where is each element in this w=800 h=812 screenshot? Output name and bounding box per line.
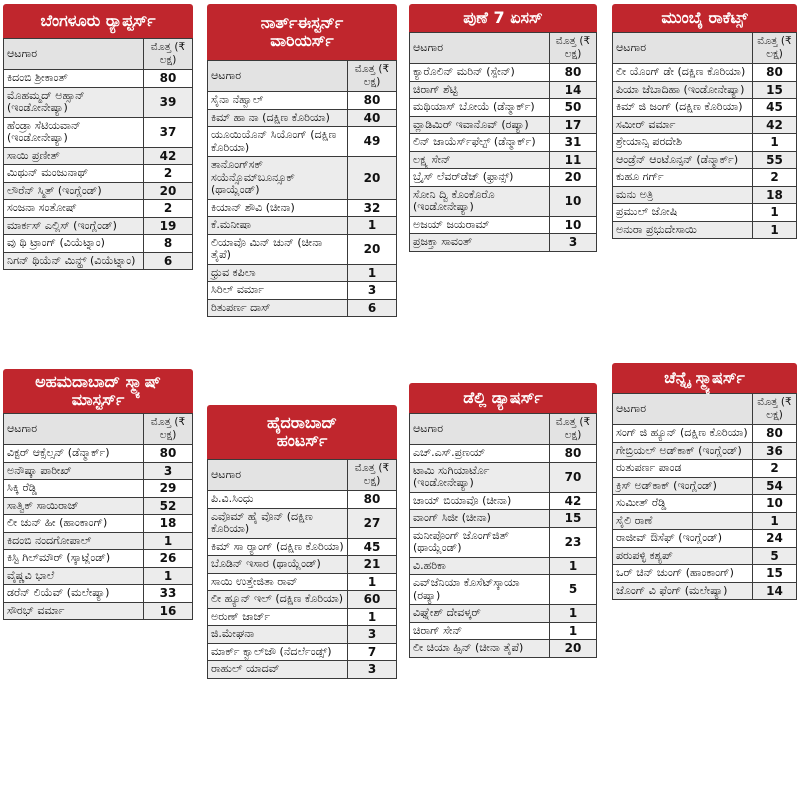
table-row [410,186,597,216]
player-name: ಜೊಂಗ್ ವಿ ಫೆಂಗ್ (ಮಲೇಷ್ಯಾ) [613,582,753,600]
player-amount: 3 [348,626,397,644]
team-title: ಬೆಂಗಳೂರು ರ್‍ಯಾಪ್ಟರ್ಸ್ [3,4,193,38]
player-amount: 20 [348,157,397,200]
player-amount: 80 [753,64,797,82]
player-amount: 5 [550,575,597,605]
player-name: ಲಿಯಾವೊ ಮಿನ್ ಚುನ್ (ಚೀನಾ ತೈಪೆ) [208,234,348,264]
player-name: ಕಿದಂಬಿ ಶ್ರೀಕಾಂತ್ [4,70,144,88]
table-row [4,585,193,603]
player-amount: 26 [144,550,193,568]
table-row [208,217,397,235]
player-name: ರಿತುಪರ್ಣ ದಾಸ್ [208,299,348,317]
player-name: ಎವ್‌ಜೆನಿಯಾ ಕೊಸೆಟ್‌ಸ್ಕಾಯಾ (ರಷ್ಯಾ) [410,575,550,605]
player-column-header: ಆಟಗಾರ [4,39,144,70]
player-name: ರಾಹುಲ್ ಯಾದವ್ [208,661,348,679]
amount-column-header: ಮೊತ್ತ (₹ ಲಕ್ಷ) [348,61,397,92]
player-name: ವ್ಲಾಡಿಮಿರ್ ಇವಾನೊವ್ (ರಷ್ಯಾ) [410,116,550,134]
player-amount: 15 [753,565,797,583]
player-name: ಪಿ.ವಿ.ಸಿಂಧು [208,491,348,509]
player-name: ಕೆ.ಮನೀಷಾ [208,217,348,235]
player-amount: 1 [348,217,397,235]
team-title: ಡೆಲ್ಲಿ ಡ್ಯಾಷರ್ಸ್‌ [409,383,597,413]
table-row [613,547,797,565]
player-name: ರಾಜೀವ್ ಔಸೆಫ್ (ಇಂಗ್ಲೆಂಡ್) [613,530,753,548]
player-name: ಸೋನಿ ದ್ವಿ ಕೊಂಕೊರೊ (ಇಂಡೋನೇಷ್ಯಾ) [410,186,550,216]
player-amount: 19 [144,217,193,235]
player-name: ತಾನೊಂಗ್‌ಸಕ್ ಸಯೆನ್ಸೊಮ್‌ಬೂನ್ಸೂಕ್ (ಥಾಯ್ಲೆಂಡ್) [208,157,348,200]
player-name: ಕಿಮ್ ಜಿ ಜಂಗ್ (ದಕ್ಷಿಣ ಕೊರಿಯಾ) [613,99,753,117]
player-name: ಜಿ.ಮೇಘನಾ [208,626,348,644]
player-amount: 32 [348,199,397,217]
player-amount: 29 [144,480,193,498]
table-row [613,99,797,117]
player-amount: 49 [348,127,397,157]
player-table [612,32,797,239]
player-amount: 3 [144,462,193,480]
player-amount: 42 [753,116,797,134]
table-row [410,81,597,99]
player-column-header: ಆಟಗಾರ [208,61,348,92]
table-row [613,116,797,134]
table-row [410,234,597,252]
player-amount: 70 [550,462,597,492]
team-card-northeastern [207,4,397,317]
player-name: ಕಿಮ್ ಹಾ ನಾ (ದಕ್ಷಿಣ ಕೊರಿಯಾ) [208,109,348,127]
table-row [208,556,397,574]
player-amount: 42 [550,492,597,510]
table-header [4,39,193,70]
table-row [410,99,597,117]
team-title: ಚೆನ್ನೈ ಸ್ಮ್ಯಾಷರ್ಸ್‌ [612,363,797,393]
player-amount: 2 [753,169,797,187]
table-row [613,512,797,530]
table-row [4,480,193,498]
table-row [613,477,797,495]
amount-column-header: ಮೊತ್ತ (₹ ಲಕ್ಷ) [550,33,597,64]
player-name: ಗೇಬ್ರಿಯಲ್ ಅಡ್‌ಕಾಕ್ (ಇಂಗ್ಲೆಂಡ್) [613,442,753,460]
player-amount: 55 [753,151,797,169]
player-name: ಕಿಸ್ಟಿ ಗಿಲ್‌ಮೌರ್ (ಸ್ಕಾಟ್ಲೆಂಡ್) [4,550,144,568]
table-row [613,81,797,99]
team-card-pune [409,4,597,252]
player-amount: 1 [753,134,797,152]
player-table [207,60,397,317]
table-header [4,414,193,445]
player-amount: 5 [753,547,797,565]
amount-column-header: ಮೊತ್ತ (₹ ಲಕ್ಷ) [753,33,797,64]
table-row [613,186,797,204]
player-amount: 16 [144,602,193,620]
player-name: ಪರುಪಳ್ಳಿ ಕಶ್ಯಪ್ [613,547,753,565]
player-amount: 24 [753,530,797,548]
table-header [613,394,797,425]
player-name: ಅನೌಷ್ಕಾ ಪಾರೀಖ್ [4,462,144,480]
player-amount: 1 [550,605,597,623]
player-name: ಮಾರ್ಕ್ ಕ್ವಾಲ್‌ಜೌ (ನೆದರ್ಲೆಂಡ್ಸ್) [208,643,348,661]
player-name: ಮೊಹಮ್ಮದ್‌ ಅಹ್ಸಾನ್ (ಇಂಡೋನೇಷ್ಯಾ) [4,87,144,117]
player-amount: 20 [348,234,397,264]
table-row [4,567,193,585]
table-row [4,200,193,218]
player-amount: 80 [144,70,193,88]
table-row [613,442,797,460]
player-amount: 3 [550,234,597,252]
player-amount: 18 [144,515,193,533]
table-row [613,530,797,548]
player-name: ಕುಹೂ ಗರ್ಗ್ [613,169,753,187]
table-header [208,460,397,491]
player-amount: 6 [144,252,193,270]
player-name: ಸಂಜನಾ ಸಂತೋಷ್‌ [4,200,144,218]
player-name: ಸಾಯಿ ಪ್ರಣೀತ್‌ [4,147,144,165]
player-column-header: ಆಟಗಾರ [613,33,753,64]
player-column-header: ಆಟಗಾರ [613,394,753,425]
table-row [410,445,597,463]
player-amount: 20 [550,169,597,187]
player-amount: 17 [550,116,597,134]
player-amount: 80 [144,445,193,463]
table-row [613,582,797,600]
table-row [208,109,397,127]
player-name: ಶ್ರೇಯಾನ್ಸಿ ಪರದೇಶಿ [613,134,753,152]
table-row [4,87,193,117]
table-row [613,204,797,222]
amount-column-header: ಮೊತ್ತ (₹ ಲಕ್ಷ) [144,414,193,445]
player-table [612,393,797,600]
player-amount: 15 [753,81,797,99]
player-name: ಚಾಯ್ ಬಿಯಾವೊ (ಚೀನಾ) [410,492,550,510]
player-name: ಮಥಿಯಾಸ್ ಬೋಯೆ (ಡೆನ್ಮಾರ್ಕ್) [410,99,550,117]
player-name: ವು ಥಿ ಟ್ರಾಂಗ್ (ವಿಯೆಟ್ನಾಂ) [4,235,144,253]
table-row [410,492,597,510]
player-name: ನಿಗನ್ ಥಿಯೆನ್ ಮಿನ್ಹ್ (ವಿಯೆಟ್ನಾಂ) [4,252,144,270]
player-amount: 23 [550,527,597,557]
table-row [410,134,597,152]
player-name: ಸಾತ್ವಿಕ್ ಸಾಯಿರಾಜ್ [4,497,144,515]
player-amount: 20 [550,640,597,658]
table-row [613,134,797,152]
player-name: ವಿ.ಹರಿಕಾ [410,557,550,575]
player-amount: 11 [550,151,597,169]
player-name: ಸಂಗ್ ಜಿ ಹ್ಯೂನ್ (ದಕ್ಷಿಣ ಕೊರಿಯಾ) [613,425,753,443]
player-amount: 7 [348,643,397,661]
player-amount: 1 [348,264,397,282]
table-row [4,462,193,480]
player-amount: 21 [348,556,397,574]
table-row [4,117,193,147]
player-table [3,413,193,620]
player-table [409,413,597,658]
table-row [208,234,397,264]
player-amount: 18 [753,186,797,204]
player-amount: 45 [348,538,397,556]
player-amount: 54 [753,477,797,495]
player-name: ಲೌರೆನ್ ಸ್ಮಿತ್ (ಇಂಗ್ಲೆಂಡ್) [4,182,144,200]
player-column-header: ಆಟಗಾರ [4,414,144,445]
table-row [208,591,397,609]
table-row [4,235,193,253]
player-name: ಕ್ಯಾರೊಲಿನ್ ಮರಿನ್ (ಸ್ಪೇನ್) [410,64,550,82]
player-name: ಡರೆನ್ ಲಿಯೆವ್ (ಮಲೇಷ್ಯಾ) [4,585,144,603]
table-row [208,92,397,110]
table-row [208,626,397,644]
player-amount: 14 [753,582,797,600]
player-name: ಸಮೀರ್ ವರ್ಮಾ [613,116,753,134]
table-row [4,550,193,568]
player-amount: 6 [348,299,397,317]
table-row [410,605,597,623]
team-title: ಮುಂಬೈ ರಾಕೆಟ್ಸ್‌ [612,4,797,32]
table-row [208,264,397,282]
player-name: ಕಿಯಾನ್ ಶೌವಿ (ಚೀನಾ) [208,199,348,217]
player-amount: 1 [144,532,193,550]
table-row [208,491,397,509]
player-name: ಎವೊಮ್ ಹೈ ವೊನ್ (ದಕ್ಷಿಣ ಕೊರಿಯಾ) [208,508,348,538]
player-amount: 80 [348,92,397,110]
player-name: ಕಿಮ್ ಸಾ ರ್‍ಯಾಂಗ್ (ದಕ್ಷಿಣ ಕೊರಿಯಾ) [208,538,348,556]
table-row [410,622,597,640]
player-amount: 80 [348,491,397,509]
table-row [410,151,597,169]
table-row [613,460,797,478]
amount-column-header: ಮೊತ್ತ (₹ ಲಕ್ಷ) [144,39,193,70]
player-name: ಹೆಂಡ್ರಾ ಸೆಟಿಯವಾನ್ (ಇಂಡೋನೇಷ್ಯಾ) [4,117,144,147]
table-header [410,414,597,445]
player-name: ಲೀ ಚಿಯಾ ಹ್ಸಿನ್ (ಚೀನಾ ತೈಪೆ) [410,640,550,658]
table-row [4,252,193,270]
amount-column-header: ಮೊತ್ತ (₹ ಲಕ್ಷ) [753,394,797,425]
player-amount: 39 [144,87,193,117]
player-amount: 27 [348,508,397,538]
table-row [410,116,597,134]
player-name: ಅನುರಾ ಪ್ರಭುದೇಸಾಯಿ [613,221,753,239]
player-amount: 2 [144,200,193,218]
player-table [207,459,397,679]
amount-column-header: ಮೊತ್ತ (₹ ಲಕ್ಷ) [550,414,597,445]
player-table [409,32,597,252]
table-row [208,508,397,538]
player-name: ಸುಮೀತ್ ರೆಡ್ಡಿ [613,495,753,513]
team-card-bengaluru [3,4,193,270]
player-amount: 10 [550,186,597,216]
table-row [208,282,397,300]
table-row [208,199,397,217]
player-amount: 52 [144,497,193,515]
player-amount: 2 [753,460,797,478]
player-amount: 14 [550,81,597,99]
player-amount: 1 [144,567,193,585]
player-name: ಸೈನಾ ನೆಹ್ವಾಲ್ [208,92,348,110]
player-amount: 40 [348,109,397,127]
player-amount: 1 [348,608,397,626]
team-title: ಪುಣೆ 7 ಏಸಸ್ [409,4,597,32]
table-header [613,33,797,64]
player-name: ಪಿಯಾ ಜೆಬಾದಿಹಾ (ಇಂಡೋನೇಷ್ಯಾ) [613,81,753,99]
team-card-ahmedabad [3,369,193,620]
player-name: ಪ್ರಜಕ್ತಾ ಸಾವಂತ್‌ [410,234,550,252]
player-name: ಬ್ರೈಸ್ ಲೆವರ್‌ಡೆಜ್ (ಫ್ರಾನ್ಸ್) [410,169,550,187]
table-row [208,157,397,200]
player-amount: 42 [144,147,193,165]
team-card-hyderabad [207,405,397,679]
player-column-header: ಆಟಗಾರ [410,33,550,64]
player-name: ಮನು ಅತ್ರಿ [613,186,753,204]
player-name: ಚಿರಾಗ್ ಸೇನ್ [410,622,550,640]
table-row [613,425,797,443]
player-name: ಅಜಯ್ ಜಯರಾಮ್ [410,216,550,234]
player-name: ಸಿಕ್ಕಿ ರೆಡ್ಡಿ [4,480,144,498]
player-amount: 33 [144,585,193,603]
table-row [613,565,797,583]
table-header [410,33,597,64]
table-row [208,573,397,591]
table-row [410,640,597,658]
table-row [410,462,597,492]
table-row [410,510,597,528]
player-amount: 80 [550,64,597,82]
player-column-header: ಆಟಗಾರ [208,460,348,491]
table-row [613,495,797,513]
team-title: ಅಹಮದಾಬಾದ್ ಸ್ಮ್ಯಾಷ್ ಮಾಸ್ಟರ್ಸ್ [3,369,193,413]
table-header [208,61,397,92]
table-row [208,608,397,626]
player-column-header: ಆಟಗಾರ [410,414,550,445]
table-row [410,527,597,557]
table-row [410,557,597,575]
player-name: ವಿಕ್ಟರ್ ಆಕ್ಸೆಲ್ಸನ್ (ಡೆನ್ಮಾರ್ಕ್) [4,445,144,463]
player-name: ಸೌರಭ್ ವರ್ಮಾ [4,602,144,620]
player-amount: 15 [550,510,597,528]
team-title: ನಾರ್ತ್‌ಈಸ್ಟರ್ನ್ ವಾರಿಯರ್ಸ್ [207,4,397,60]
player-amount: 1 [550,622,597,640]
player-name: ವಾಂಗ್ ಸಿಜೀ (ಚೀನಾ) [410,510,550,528]
player-name: ಮನೀಪೊಂಗ್ ಜೊಂಗ್‌ಜಿತ್ (ಥಾಯ್ಲೆಂಡ್) [410,527,550,557]
player-name: ಲಕ್ಷ್ಯ ಸೇನ್ [410,151,550,169]
player-name: ಲೀ ಯೊಂಗ್ ಡೇ (ದಕ್ಷಿಣ ಕೊರಿಯಾ) [613,64,753,82]
table-row [208,661,397,679]
player-name: ಒರ್ ಚಿನ್ ಚುಂಗ್ (ಹಾಂಕಾಂಗ್) [613,565,753,583]
player-name: ಲಿನ್ ಜಾಯೆರ್ಸ್‌ಫೆಲ್ಟ್ (ಡೆನ್ಮಾರ್ಕ್) [410,134,550,152]
player-name: ರುತುಪರ್ಣ ಪಾಂಡ [613,460,753,478]
table-row [4,182,193,200]
table-row [4,602,193,620]
player-amount: 45 [753,99,797,117]
table-row [4,70,193,88]
table-row [410,216,597,234]
table-row [4,497,193,515]
player-amount: 36 [753,442,797,460]
player-amount: 20 [144,182,193,200]
player-amount: 31 [550,134,597,152]
player-amount: 80 [753,425,797,443]
team-card-mumbai [612,4,797,239]
player-table [3,38,193,270]
player-name: ಸಾಯಿ ಉತ್ತೇಜಿತಾ ರಾವ್ [208,573,348,591]
player-amount: 37 [144,117,193,147]
player-name: ಧ್ರುವ ಕಪಿಲಾ [208,264,348,282]
table-row [208,643,397,661]
player-amount: 10 [753,495,797,513]
player-amount: 3 [348,661,397,679]
player-amount: 1 [753,512,797,530]
table-row [208,127,397,157]
table-row [613,221,797,239]
player-name: ಲೀ ಚುನ್ ಹೀ (ಹಾಂಕಾಂಗ್) [4,515,144,533]
player-amount: 8 [144,235,193,253]
table-row [4,532,193,550]
player-name: ಆಂಡ್ರೆನ್ ಆಂಟೊನ್ಸನ್ (ಡೆನ್ಮಾರ್ಕ್) [613,151,753,169]
table-row [208,299,397,317]
player-name: ವಿಘ್ನೇಶ್ ದೇವಳ್ಕರ್ [410,605,550,623]
player-name: ಸೈಲಿ ರಾಣೆ [613,512,753,530]
table-row [4,515,193,533]
table-row [4,217,193,235]
player-name: ಚಿರಾಗ್ ಶೆಟ್ಟಿ [410,81,550,99]
table-row [4,165,193,183]
player-name: ಕಿದಂಬಿ ನಂದಗೋಪಾಲ್ [4,532,144,550]
player-name: ಅರುಣ್ ಜಾರ್ಜ್ [208,608,348,626]
player-amount: 1 [753,221,797,239]
player-amount: 1 [550,557,597,575]
player-amount: 80 [550,445,597,463]
player-name: ವೈಷ್ಣವಿ ಭಾಲೆ [4,567,144,585]
player-name: ಕ್ರಿಸ್ ಅಡ್‌ಕಾಕ್ (ಇಂಗ್ಲೆಂಡ್) [613,477,753,495]
amount-column-header: ಮೊತ್ತ (₹ ಲಕ್ಷ) [348,460,397,491]
player-amount: 10 [550,216,597,234]
team-title: ಹೈದರಾಬಾದ್ ಹಂಟರ್ಸ್ [207,405,397,459]
player-name: ಯೂಯಿಯೊನ್ ಸಿಯೊಂಗ್ (ದಕ್ಷಿಣ ಕೊರಿಯಾ) [208,127,348,157]
player-amount: 2 [144,165,193,183]
player-name: ಮಾರ್ಕಸ್ ಎಲ್ಲಿಸ್ (ಇಂಗ್ಲೆಂಡ್) [4,217,144,235]
table-row [208,538,397,556]
player-amount: 60 [348,591,397,609]
table-row [4,147,193,165]
player-name: ಮಿಥುನ್ ಮಂಜುನಾಥ್ [4,165,144,183]
table-row [410,169,597,187]
table-row [613,151,797,169]
player-name: ಲೀ ಹ್ಯೂನ್ ಇಲ್ (ದಕ್ಷಿಣ ಕೊರಿಯಾ) [208,591,348,609]
table-row [613,64,797,82]
player-name: ಪ್ರಮುಲ್ ಜೋಷಿ [613,204,753,222]
player-name: ಬೊಡಿನ್ ಇಸಾರ (ಥಾಯ್ಲೆಂಡ್) [208,556,348,574]
table-row [4,445,193,463]
player-name: ಟಾಮಿ ಸುಗಿಯಾರ್ಟೊ (ಇಂಡೋನೇಷ್ಯಾ) [410,462,550,492]
player-name: ಎಚ್.ಎಸ್.ಪ್ರಣಯ್ [410,445,550,463]
player-amount: 3 [348,282,397,300]
table-row [613,169,797,187]
team-card-chennai [612,363,797,600]
player-amount: 1 [348,573,397,591]
player-amount: 1 [753,204,797,222]
player-name: ಸಿರಿಲ್ ವರ್ಮಾ [208,282,348,300]
table-row [410,575,597,605]
table-row [410,64,597,82]
team-card-delhi [409,383,597,658]
player-amount: 50 [550,99,597,117]
